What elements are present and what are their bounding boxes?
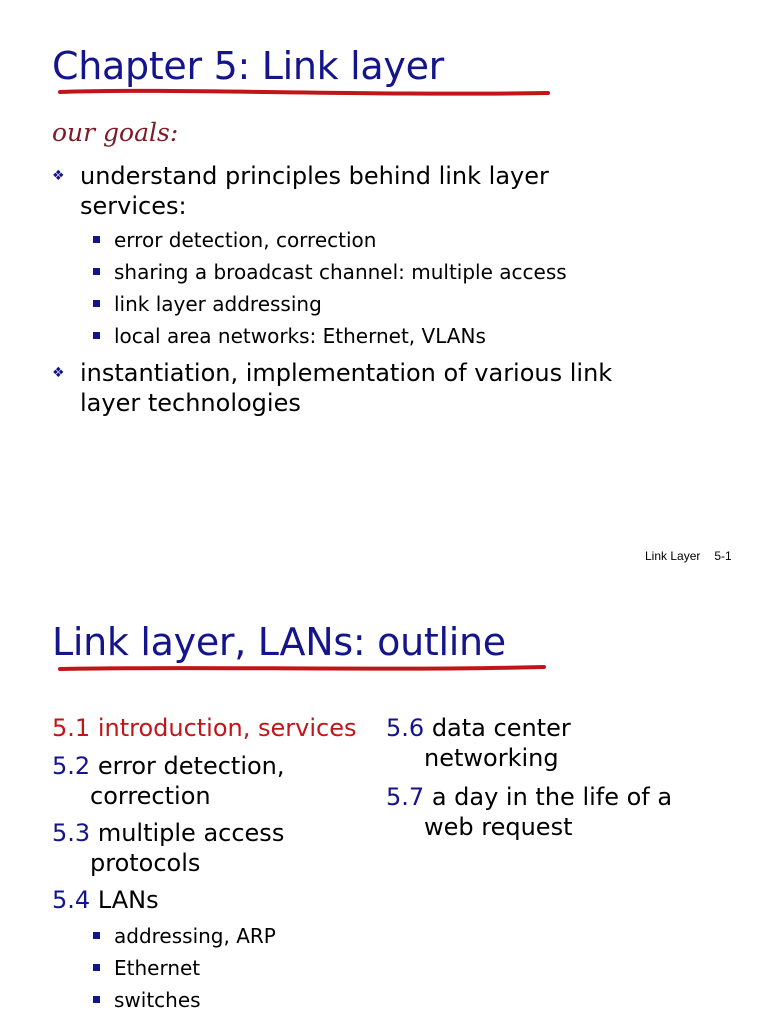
section-text: error detection, [97, 752, 285, 780]
section-number: 5.4 [52, 886, 91, 914]
bullet-text-continued: services: [80, 192, 187, 220]
sub-bullet-item [114, 291, 322, 317]
goals-label: our goals: [52, 118, 179, 147]
page-number: 5-1 [714, 549, 732, 563]
sub-bullet-item [114, 987, 201, 1013]
section-text-continued: web request [424, 813, 573, 841]
title-underline [56, 660, 552, 676]
section-text: introduction, services [97, 714, 357, 742]
title-underline [56, 84, 556, 100]
section-text-continued: networking [424, 744, 559, 772]
sub-bullet-text: link layer addressing [114, 292, 322, 316]
bullet-item [52, 161, 640, 221]
section-number: 5.1 [52, 714, 91, 742]
section-text: LANs [97, 886, 159, 914]
sub-bullet-item [114, 923, 276, 949]
footer-label: Link Layer [645, 549, 701, 563]
bullet-text-continued: layer technologies [80, 389, 301, 417]
section-text-continued: protocols [90, 849, 201, 877]
sub-bullet-item [114, 955, 200, 981]
outline-item-current [52, 713, 356, 743]
diamond-cluster-icon: ❖ [52, 365, 65, 381]
square-bullet-icon [93, 964, 100, 971]
section-number: 5.7 [386, 783, 425, 811]
sub-bullet-text: switches [114, 988, 201, 1012]
square-bullet-icon [93, 268, 100, 275]
sub-bullet-item [114, 323, 486, 349]
section-number: 5.2 [52, 752, 91, 780]
square-bullet-icon [93, 996, 100, 1003]
outline-item [386, 713, 571, 773]
sub-bullet-item [114, 259, 567, 285]
sub-bullet-text: Ethernet [114, 956, 201, 980]
section-text: multiple access [97, 819, 285, 847]
section-text-continued: correction [90, 782, 211, 810]
outline-item [52, 818, 284, 878]
sub-bullet-text: addressing, ARP [114, 924, 276, 948]
outline-item [52, 885, 159, 915]
section-number: 5.6 [386, 714, 425, 742]
sub-bullet-text: local area networks: Ethernet, VLANs [114, 324, 486, 348]
square-bullet-icon [93, 300, 100, 307]
bullet-item [52, 358, 640, 418]
slide-2 [0, 580, 768, 1024]
section-number: 5.3 [52, 819, 91, 847]
sub-bullet-item [114, 227, 376, 253]
diamond-cluster-icon: ❖ [52, 168, 65, 184]
slide-title: Chapter 5: Link layer [52, 44, 444, 88]
sub-bullet-text: sharing a broadcast channel: multiple access [114, 260, 567, 284]
section-text: a day in the life of a [431, 783, 673, 811]
bullet-text: instantiation, implementation of various link [80, 359, 613, 387]
slide-footer [645, 549, 732, 563]
square-bullet-icon [93, 932, 100, 939]
slide-title: Link layer, LANs: outline [52, 620, 506, 664]
square-bullet-icon [93, 236, 100, 243]
sub-bullet-text: error detection, correction [114, 228, 377, 252]
outline-item [386, 782, 672, 842]
bullet-text: understand principles behind link layer [80, 162, 549, 190]
section-text: data center [431, 714, 571, 742]
outline-item [52, 751, 285, 811]
square-bullet-icon [93, 332, 100, 339]
